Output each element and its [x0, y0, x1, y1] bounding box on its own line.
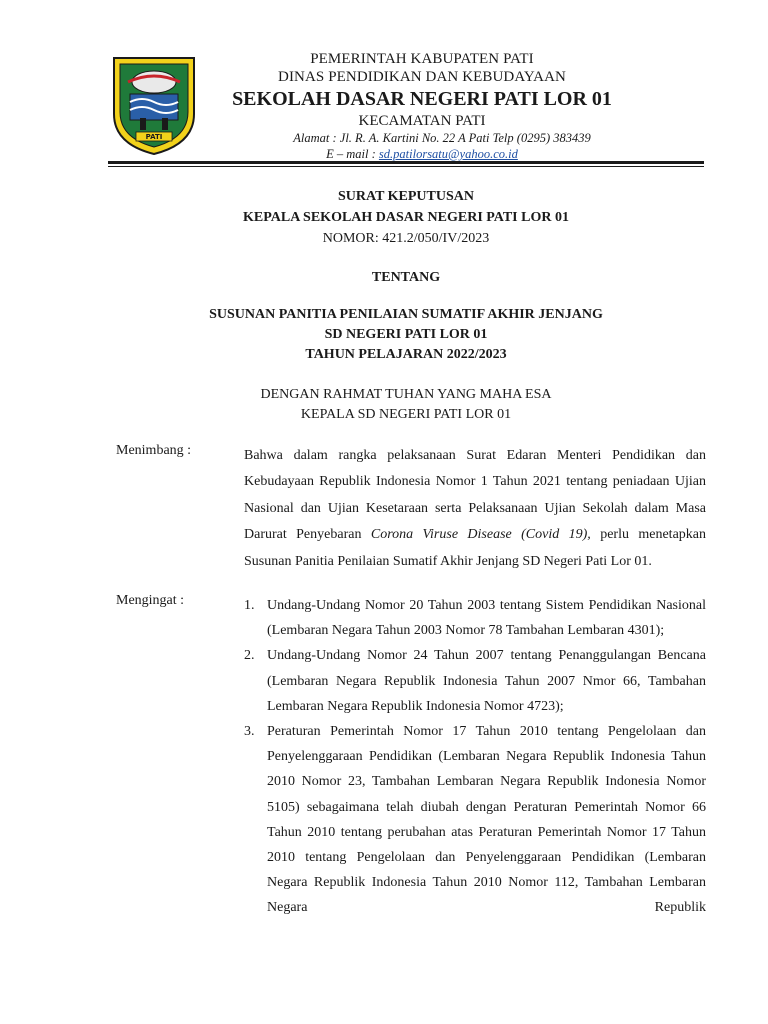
email-label: E – mail :	[326, 147, 379, 161]
district-line: KECAMATAN PATI	[358, 113, 486, 129]
decree-issuer: KEPALA SEKOLAH DASAR NEGERI PATI LOR 01	[243, 210, 569, 225]
letterhead-thin-rule	[108, 166, 704, 167]
subject-line-3: TAHUN PELAJARAN 2022/2023	[305, 347, 507, 362]
pati-regency-logo	[106, 52, 202, 158]
list-item-number: 2.	[244, 648, 255, 664]
mengingat-list	[244, 593, 706, 921]
letterhead	[212, 50, 632, 162]
mengingat-label: Mengingat :	[116, 593, 185, 608]
list-item-text: Undang-Undang Nomor 20 Tahun 2003 tentang Sistem Pendidikan Nasional (Lembaran Negara Tahun 2003 Nomor 78 Tambahan Lembaran 4301);	[267, 598, 706, 639]
menimbang-text	[244, 443, 706, 575]
decree-number: NOMOR: 421.2/050/IV/2023	[322, 231, 490, 246]
email-link[interactable]: sd.patilorsatu@yahoo.co.id	[378, 147, 518, 161]
about-heading: TENTANG	[371, 270, 441, 285]
preamble-line-2: KEPALA SD NEGERI PATI LOR 01	[300, 407, 512, 422]
department-line: DINAS PENDIDIKAN DAN KEBUDAYAAN	[278, 69, 566, 85]
decree-heading	[108, 186, 704, 249]
list-item	[244, 719, 706, 921]
subject-line-1: SUSUNAN PANITIA PENILAIAN SUMATIF AKHIR JENJANG	[209, 307, 603, 322]
preamble-line-1: DENGAN RAHMAT TUHAN YANG MAHA ESA	[260, 387, 552, 402]
list-item	[244, 593, 706, 643]
email-line	[212, 146, 632, 162]
list-item-text: Peraturan Pemerintah Nomor 17 Tahun 2010 tentang Pengelolaan dan Penyelenggaraan Pendidikan (Lembaran Negara Republik Indonesia Tahun 2010 Nomor 23, Tambahan Lembaran Negara Republik Indonesia Nomor 5105) sebagaimana telah diubah dengan Peraturan Pemerintah Nomor 66 Tahun 2010 tentang perubahan atas Peraturan Pemerintah Nomor 17 Tahun 2010 tentang Pengelolaan dan Penyelenggaraan Pendidikan (Lembaran Negara Republik Indonesia Tahun 2010 Nomor 112, Tambahan Lembaran Negara Republik	[267, 724, 706, 916]
list-item-number: 1.	[244, 598, 255, 613]
school-name: SEKOLAH DASAR NEGERI PATI LOR 01	[232, 88, 612, 110]
decree-type: SURAT KEPUTUSAN	[337, 189, 474, 204]
list-item-number: 3.	[244, 724, 255, 740]
decree-subject	[108, 305, 704, 365]
address-line: Alamat : Jl. R. A. Kartini No. 22 A Pati Telp (0295) 383439	[293, 131, 591, 145]
government-line: PEMERINTAH KABUPATEN PATI	[310, 51, 534, 67]
menimbang-text-part-2: perlu menetapkan Susunan Panitia Penilaian Sumatif Akhir Jenjang SD Negeri Pati Lor 01.	[244, 527, 707, 569]
list-item	[244, 643, 706, 719]
letterhead-thick-rule	[108, 161, 704, 164]
menimbang-label: Menimbang :	[116, 443, 192, 458]
preamble	[108, 385, 704, 425]
subject-line-2: SD NEGERI PATI LOR 01	[324, 327, 488, 342]
logo-label: PATI	[145, 133, 163, 141]
menimbang-text-italic: Corona Viruse Disease (Covid 19),	[370, 527, 591, 543]
list-item-text: Undang-Undang Nomor 24 Tahun 2007 tentang Penanggulangan Bencana (Lembaran Negara Republik Indonesia Tahun 2007 Nmor 66, Tambahan Lembaran Negara Republik Indonesia Nomor 4723);	[267, 648, 706, 714]
menimbang-text-part-1: Bahwa dalam rangka pelaksanaan Surat Edaran Menteri Pendidikan dan Kebudayaan Republik Indonesia Nomor 1 Tahun 2021 tentang peniadaan Ujian Nasional dan Ujian Kesetaraan serta Pelaksanaan Ujian Sekolah dalam Masa Darurat Penyebaran	[244, 448, 706, 543]
